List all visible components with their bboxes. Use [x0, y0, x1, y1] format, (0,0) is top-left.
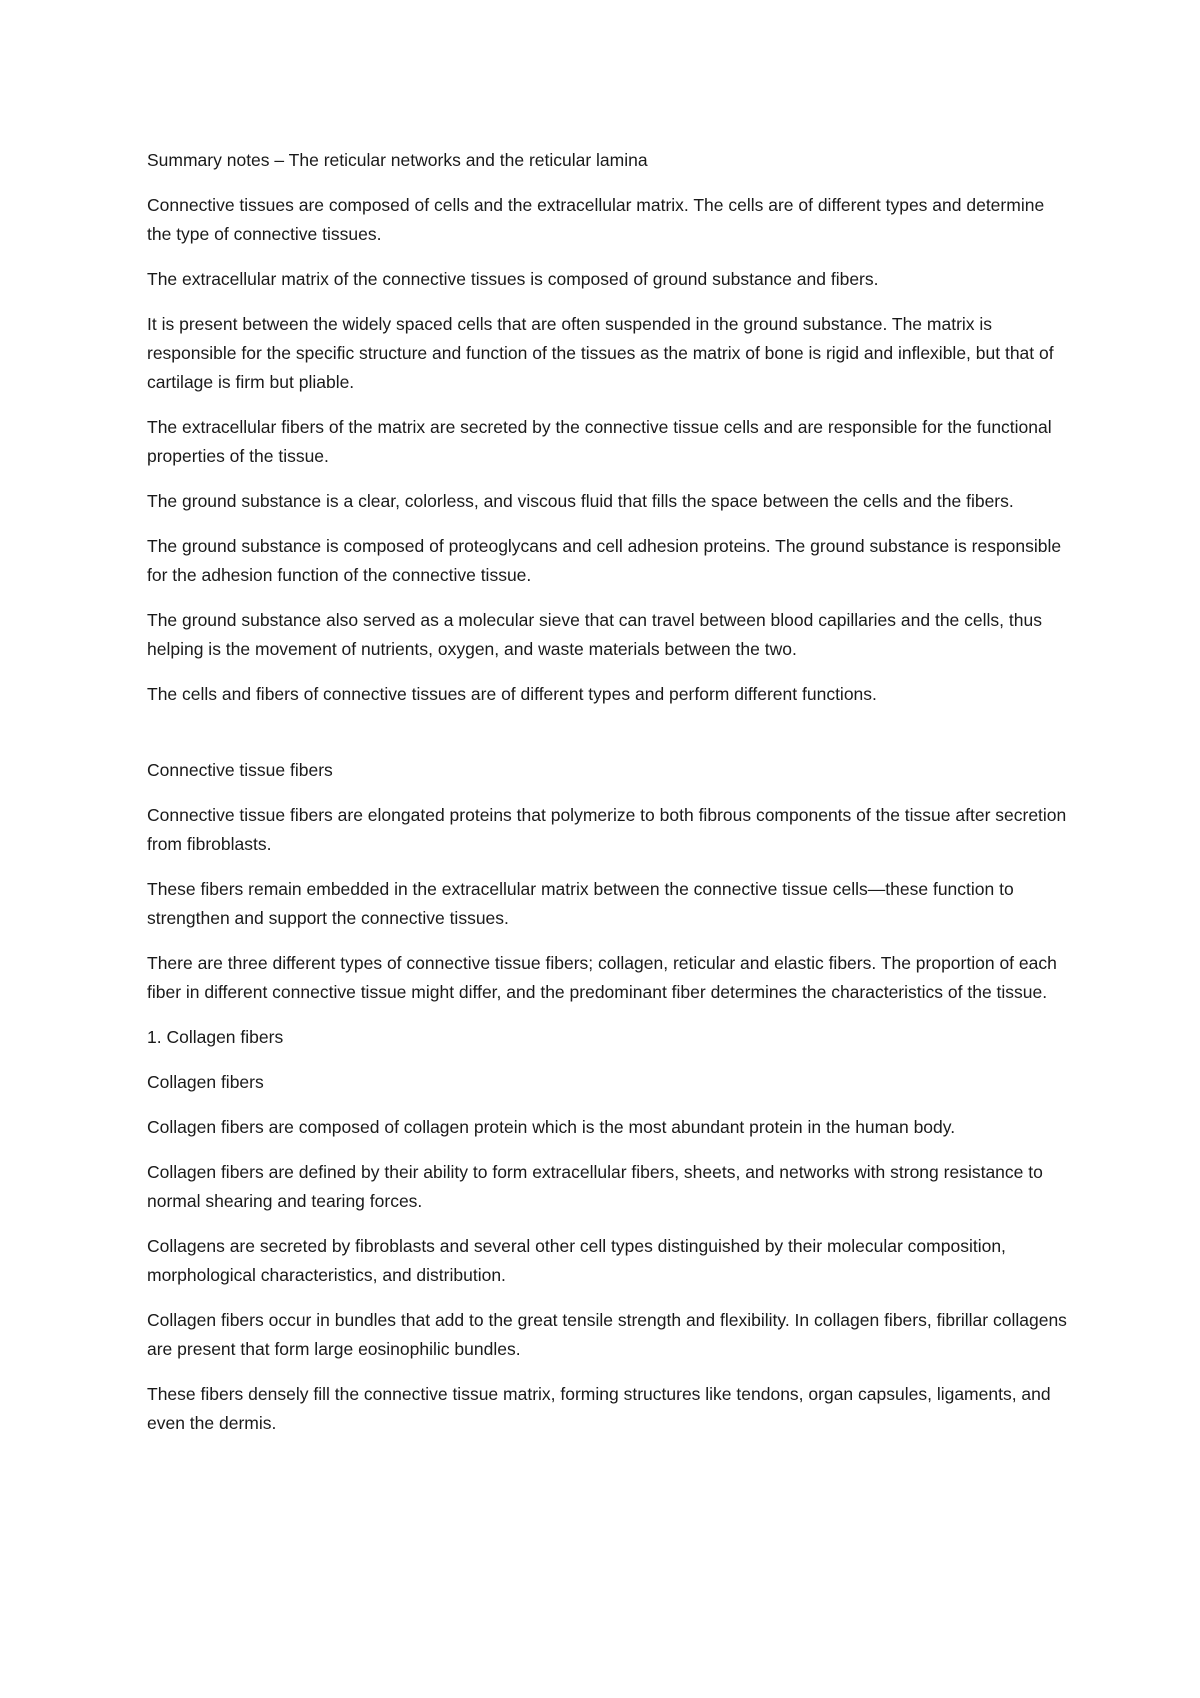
paragraph: Collagens are secreted by fibroblasts and several other cell types distinguished by their molecular composition, morphological characteristics, and distribution. — [147, 1236, 1006, 1285]
paragraph: The extracellular matrix of the connective tissues is composed of ground substance and fibers. — [147, 269, 879, 289]
paragraph: The cells and fibers of connective tissues are of different types and perform different functions. — [147, 684, 877, 704]
document-body — [147, 146, 1067, 1454]
paragraph: These fibers remain embedded in the extracellular matrix between the connective tissue cells—these function to strengthen and support the connective tissues. — [147, 879, 1014, 928]
paragraph: The ground substance is composed of proteoglycans and cell adhesion proteins. The ground substance is responsible for the adhesion function of the connective tissue. — [147, 536, 1062, 585]
paragraph: There are three different types of connective tissue fibers; collagen, reticular and elastic fibers. The proportion of each fiber in different connective tissue might differ, and the predominant fiber determines the characteristics of the tissue. — [147, 953, 1057, 1002]
paragraph: These fibers densely fill the connective tissue matrix, forming structures like tendons, organ capsules, ligaments, and even the dermis. — [147, 1384, 1051, 1433]
paragraph: It is present between the widely spaced cells that are often suspended in the ground substance. The matrix is responsible for the specific structure and function of the tissues as the matrix of bone is rigid and inflexible, but that of cartilage is firm but pliable. — [147, 314, 1054, 392]
paragraph: Connective tissues are composed of cells and the extracellular matrix. The cells are of different types and determine the type of connective tissues. — [147, 195, 1045, 244]
paragraph: Collagen fibers are defined by their ability to form extracellular fibers, sheets, and networks with strong resistance to normal shearing and tearing forces. — [147, 1162, 1043, 1211]
subsection-heading: 1. Collagen fibers — [147, 1027, 284, 1047]
paragraph: The extracellular fibers of the matrix are secreted by the connective tissue cells and are responsible for the functional properties of the tissue. — [147, 417, 1052, 466]
paragraph: The ground substance also served as a molecular sieve that can travel between blood capillaries and the cells, thus helping is the movement of nutrients, oxygen, and waste materials between the two. — [147, 610, 1042, 659]
section-heading: Connective tissue fibers — [147, 760, 333, 780]
paragraph: Connective tissue fibers are elongated proteins that polymerize to both fibrous components of the tissue after secretion from fibroblasts. — [147, 805, 1067, 854]
subsection-heading: Collagen fibers — [147, 1072, 264, 1092]
paragraph: Collagen fibers are composed of collagen protein which is the most abundant protein in the human body. — [147, 1117, 956, 1137]
paragraph: The ground substance is a clear, colorless, and viscous fluid that fills the space between the cells and the fibers. — [147, 491, 1014, 511]
paragraph: Collagen fibers occur in bundles that add to the great tensile strength and flexibility. In collagen fibers, fibrillar collagens are present that form large eosinophilic bundles. — [147, 1310, 1067, 1359]
document-title: Summary notes – The reticular networks and the reticular lamina — [147, 150, 648, 170]
